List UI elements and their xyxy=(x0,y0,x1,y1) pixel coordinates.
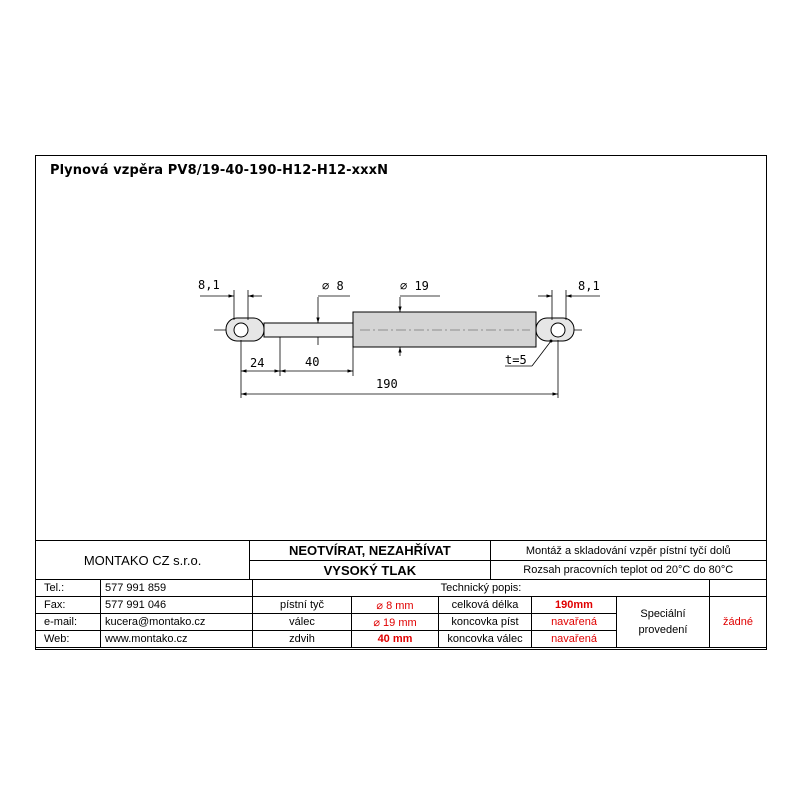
dim-rod-dia: ⌀ 8 xyxy=(322,279,344,293)
warning-high-pressure: VYSOKÝ TLAK xyxy=(250,561,490,580)
length-value: 190mm xyxy=(532,597,617,614)
dim-total-length: 190 xyxy=(376,377,398,391)
web-value: www.montako.cz xyxy=(101,631,253,648)
stroke-label: zdvih xyxy=(253,631,352,648)
dim-thickness: t=5 xyxy=(505,353,527,367)
fax-value: 577 991 046 xyxy=(101,597,253,614)
cylinder-tube xyxy=(353,312,536,347)
title-block-header xyxy=(35,540,767,580)
special-label: Speciální provedení xyxy=(617,597,710,648)
note-mounting: Montáž a skladování vzpěr pístní tyčí dolů xyxy=(490,541,766,561)
dim-eye-left: 8,1 xyxy=(198,278,220,292)
end-tube-value: navařená xyxy=(532,631,617,648)
dim-stroke: 40 xyxy=(305,355,320,369)
stroke-value: 40 mm xyxy=(352,631,439,648)
dim-tube-dia: ⌀ 19 xyxy=(400,279,429,293)
tel-label: Tel.: xyxy=(36,580,101,597)
note-temperature: Rozsah pracovních teplot od 20°C do 80°C xyxy=(490,561,766,580)
length-label: celková délka xyxy=(439,597,532,614)
web-label: Web: xyxy=(36,631,101,648)
end-rod-label: koncovka píst xyxy=(439,614,532,631)
end-tube-label: koncovka válec xyxy=(439,631,532,648)
tube-label: válec xyxy=(253,614,352,631)
tech-heading: Technický popis: xyxy=(253,580,710,597)
rod-label: pístní tyč xyxy=(253,597,352,614)
tube-value: ⌀ 19 mm xyxy=(352,614,439,631)
email-value: kucera@montako.cz xyxy=(101,614,253,631)
left-eye xyxy=(226,318,264,341)
dim-eye-length: 24 xyxy=(250,356,265,370)
title-block-details xyxy=(35,579,767,648)
fax-label: Fax: xyxy=(36,597,101,614)
email-label: e-mail: xyxy=(36,614,101,631)
end-rod-value: navařená xyxy=(532,614,617,631)
warning-no-open: NEOTVÍRAT, NEZAHŘÍVAT xyxy=(250,541,490,561)
tel-value: 577 991 859 xyxy=(101,580,253,597)
company-name: MONTAKO CZ s.r.o. xyxy=(36,541,250,580)
drawing-title: Plynová vzpěra PV8/19-40-190-H12-H12-xxxN xyxy=(50,163,389,178)
right-eye xyxy=(536,318,574,341)
piston-rod xyxy=(264,323,353,337)
rod-value: ⌀ 8 mm xyxy=(352,597,439,614)
dim-eye-right: 8,1 xyxy=(578,279,600,293)
special-value: žádné xyxy=(710,597,767,648)
